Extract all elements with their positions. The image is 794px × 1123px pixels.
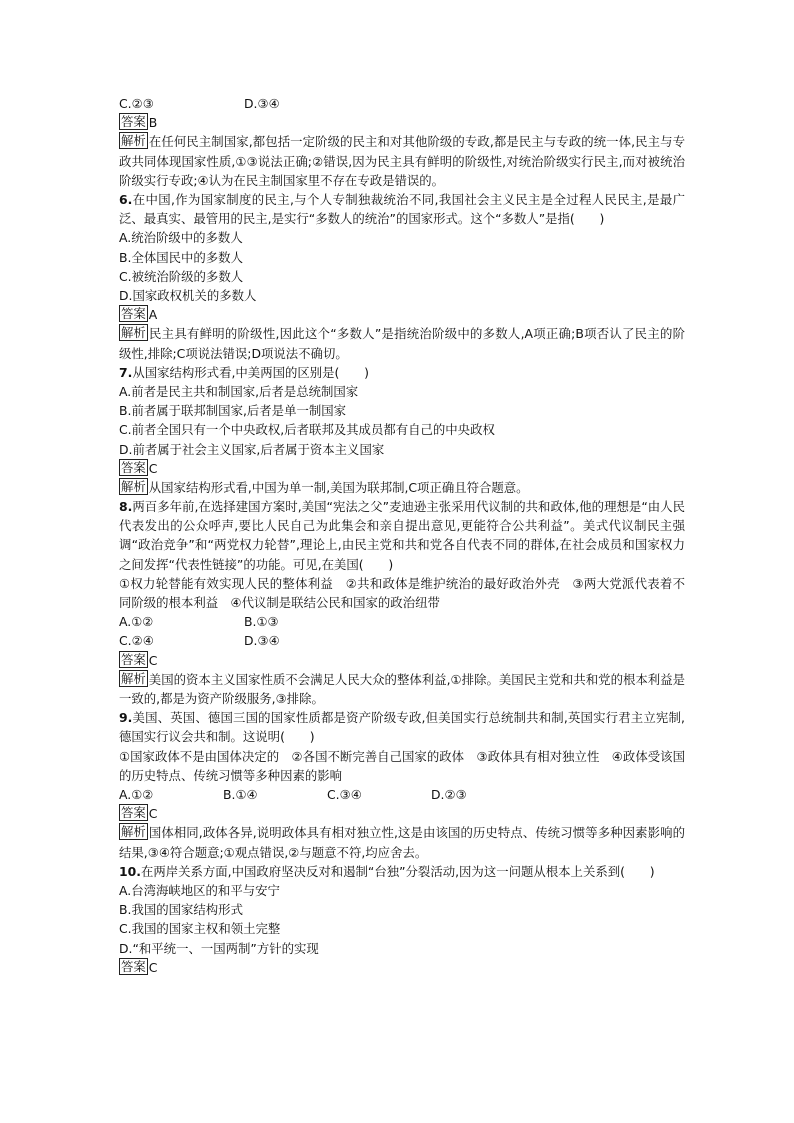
answer-line <box>119 459 685 478</box>
answer-value: C <box>148 806 158 822</box>
statement-list: ①权力轮替能有效实现人民的整体利益 ②共和政体是维护统治的最好政治外壳 ③两大党派代表着不同阶级的根本利益 ④代议制是联结公民和国家的政治纽带 <box>119 575 685 611</box>
answer-line <box>119 113 685 132</box>
option: D.③④ <box>244 96 280 111</box>
analysis-paragraph <box>119 670 685 708</box>
answer-tag: 答案 <box>121 459 146 475</box>
question-10 <box>119 862 685 881</box>
option-line: A.统治阶级中的多数人 <box>119 230 243 246</box>
option: A.①② <box>119 787 154 803</box>
answer-line <box>119 958 685 977</box>
question-number: 6. <box>119 191 133 207</box>
options-row <box>119 612 685 631</box>
answer-line <box>119 651 685 670</box>
analysis-text: 在任何民主制国家,都包括一定阶级的民主和对其他阶级的专政,都是民主与专政的统一体,民主与专政共同体现国家性质,①③说法正确;②错误,因为民主具有鲜明的阶级性,对统治阶级实行民主,而对被统治阶级实行专政;④认为在民主制国家里不存在专政是错误的。 <box>119 134 685 188</box>
option-line: B.我国的国家结构形式 <box>119 902 243 918</box>
question-8 <box>119 497 685 574</box>
option: B.①③ <box>244 614 279 630</box>
answer-value: C <box>148 959 158 975</box>
option: A.①② <box>119 614 154 630</box>
answer-value: A <box>148 307 158 323</box>
answer-tag: 答案 <box>121 958 146 974</box>
option-line: D.国家政权机关的多数人 <box>119 287 257 303</box>
answer-tag: 答案 <box>121 114 146 130</box>
analysis-text: 国体相同,政体各异,说明政体具有相对独立性,这是由该国的历史特点、传统习惯等多种因素影响的结果,③④符合题意;①观点错误,②与题意不符,均应舍去。 <box>119 825 685 860</box>
options-row <box>119 785 685 804</box>
analysis-text: 美国的资本主义国家性质不会满足人民大众的整体利益,①排除。美国民主党和共和党的根本利益是一致的,都是为资产阶级服务,③排除。 <box>119 671 685 707</box>
analysis-text: 从国家结构形式看,中国为单一制,美国为联邦制,C项正确且符合题意。 <box>148 479 529 495</box>
question-text: 美国、英国、德国三国的国家性质都是资产阶级专政,但美国实行总统制共和制,英国实行君主立宪制,德国实行议会共和制。这说明( ) <box>119 710 685 745</box>
answer-tag: 答案 <box>121 306 146 322</box>
option-line: C.我国的国家主权和领土完整 <box>119 921 281 937</box>
analysis-text: 民主具有鲜明的阶级性,因此这个“多数人”是指统治阶级中的多数人,A项正确;B项否认了民主的阶级性,排除;C项说法错误;D项说法不确切。 <box>119 326 685 361</box>
options-row <box>119 94 685 113</box>
analysis-paragraph <box>119 823 685 861</box>
question-number: 10. <box>119 863 141 879</box>
analysis-tag: 解析 <box>121 670 146 686</box>
analysis-tag: 解析 <box>121 133 146 149</box>
document-page <box>119 94 685 977</box>
analysis-paragraph <box>119 324 685 362</box>
question-text: 两百多年前,在选择建国方案时,美国“宪法之父”麦迪逊主张采用代议制的共和政体,他的理想是“由人民代表发出的公众呼声,要比人民自己为此集会和亲自提出意见,更能符合公共利益”。美式代议制民主强调“政治竞争”和“两党权力轮替”,理论上,由民主党和共和党各自代表不同的群体,在社会成员和国家权力之间发挥“代表性链接”的功能。可见,在美国( ) <box>119 499 685 572</box>
question-text: 从国家结构形式看,中美两国的区别是( ) <box>132 364 369 380</box>
answer-tag: 答案 <box>121 651 146 667</box>
question-6 <box>119 190 685 228</box>
answer-value: B <box>148 115 158 131</box>
question-7 <box>119 363 685 382</box>
analysis-tag: 解析 <box>121 478 146 494</box>
answer-line <box>119 305 685 324</box>
question-text: 在两岸关系方面,中国政府坚决反对和遏制“台独”分裂活动,因为这一问题从根本上关系到( ) <box>140 863 655 879</box>
option-line: D.前者属于社会主义国家,后者属于资本主义国家 <box>119 441 385 457</box>
option-line: A.前者是民主共和制国家,后者是总统制国家 <box>119 383 359 399</box>
question-number: 9. <box>119 710 133 726</box>
option: D.②③ <box>431 787 467 803</box>
option: C.②③ <box>119 96 154 111</box>
question-text: 在中国,作为国家制度的民主,与个人专制独裁统治不同,我国社会主义民主是全过程人民民主,是最广泛、最真实、最管用的民主,是实行“多数人的统治”的国家形式。这个“多数人”是指( ) <box>119 191 685 227</box>
option: C.③④ <box>327 787 362 803</box>
analysis-paragraph <box>119 478 685 497</box>
option-line: B.前者属于联邦制国家,后者是单一制国家 <box>119 403 347 419</box>
statement-list: ①国家政体不是由国体决定的 ②各国不断完善自己国家的政体 ③政体具有相对独立性 ④政体受该国的历史特点、传统习惯等多种因素的影响 <box>119 748 685 783</box>
answer-line <box>119 804 685 823</box>
option: B.①④ <box>223 787 258 803</box>
option-line: A.台湾海峡地区的和平与安宁 <box>119 883 280 899</box>
option-line: B.全体国民中的多数人 <box>119 249 243 265</box>
option-line: D.“和平统一、一国两制”方针的实现 <box>119 940 319 956</box>
analysis-tag: 解析 <box>121 824 146 840</box>
answer-value: C <box>148 460 158 476</box>
answer-tag: 答案 <box>121 805 146 821</box>
option-line: C.被统治阶级的多数人 <box>119 268 244 284</box>
question-number: 8. <box>119 499 133 515</box>
analysis-tag: 解析 <box>121 325 146 341</box>
question-number: 7. <box>119 364 133 380</box>
option: D.③④ <box>244 633 280 649</box>
question-9 <box>119 708 685 746</box>
analysis-paragraph <box>119 132 685 190</box>
options-row <box>119 631 685 650</box>
option: C.②④ <box>119 633 154 649</box>
answer-value: C <box>148 652 158 668</box>
option-line: C.前者全国只有一个中央政权,后者联邦及其成员都有自己的中央政权 <box>119 422 495 438</box>
